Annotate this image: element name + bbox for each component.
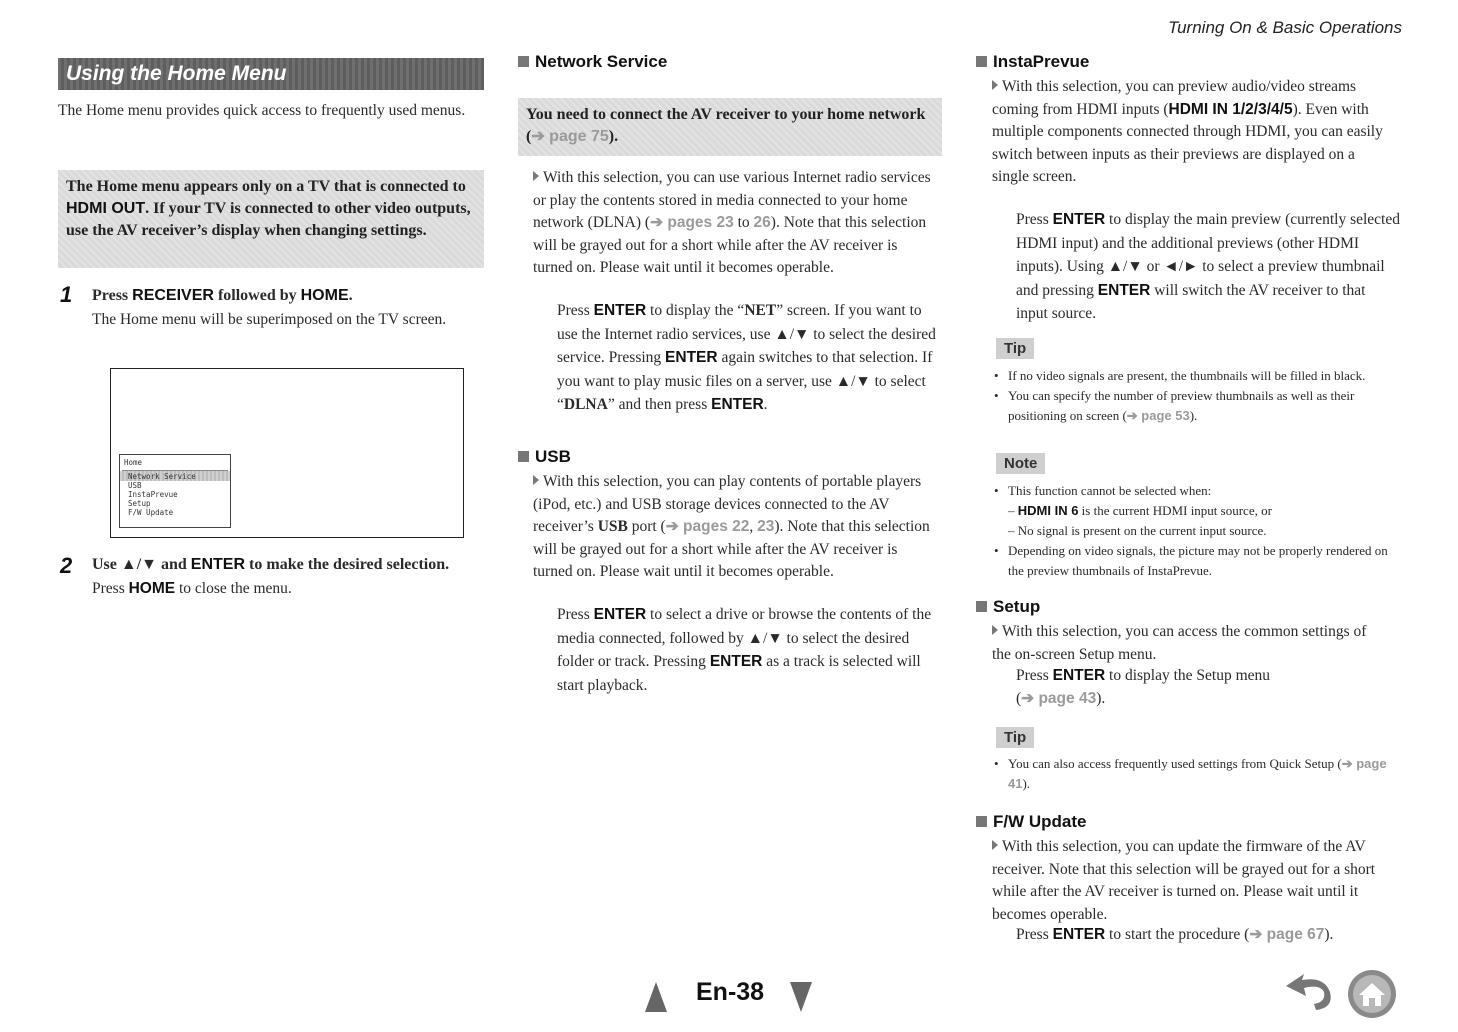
link-page-75[interactable]: ➔ page 75: [531, 128, 609, 145]
next-page-icon[interactable]: [790, 982, 812, 1012]
usb-paragraph-1: With this selection, you can play contents of portable players (iPod, etc.) and USB storage devices connected to the AV receiver’s USB port (➔ pages 22, 23). Note that this selection will be grayed out for a short while after the AV receiver is turned on. Please wait until it becomes operable.: [533, 473, 930, 580]
tip-item: • You can also access frequently used settings from Quick Setup (➔ page 41).: [994, 754, 1400, 794]
running-title: Turning On & Basic Operations: [1167, 18, 1402, 37]
note-subitem: – No signal is present on the current input source.: [1008, 523, 1267, 538]
arrow-bullet-icon: [533, 171, 539, 181]
network-note-box: You need to connect the AV receiver to your home network (➔ page 75).: [518, 98, 942, 156]
step-2-description: Press HOME to close the menu.: [92, 580, 292, 597]
osd-item-fw-update: F/W Update: [128, 508, 174, 517]
osd-item-setup: Setup: [128, 499, 151, 508]
tip-item: • You can specify the number of preview thumbnails as well as their positioning on screen (➔ page 53).: [994, 386, 1400, 426]
fw-update-heading: F/W Update: [976, 812, 1087, 832]
previous-page-icon[interactable]: [645, 982, 667, 1012]
setup-paragraph-1: With this selection, you can access the common settings of the on-screen Setup menu.: [992, 623, 1367, 663]
setup-paragraph-2: Press ENTER to display the Setup menu (➔ page 43).: [1016, 667, 1271, 707]
arrow-bullet-icon: [992, 80, 998, 90]
link-pages-22[interactable]: ➔ pages 22: [665, 518, 750, 535]
instaprevue-heading: InstaPrevue: [976, 52, 1089, 72]
hdmi-note-box: The Home menu appears only on a TV that is connected to HDMI OUT. If your TV is connected to other video outputs, use the AV receiver’s display when changing settings.: [58, 170, 484, 268]
home-menu-osd: [119, 454, 231, 528]
step-2-number: 2: [60, 553, 73, 578]
note-item: • Depending on video signals, the picture may not be properly rendered on the preview thumbnails of InstaPrevue.: [994, 541, 1400, 581]
page-title: Using the Home Menu: [58, 58, 484, 90]
step-2-instruction: Use ▲/▼ and ENTER to make the desired selection.: [92, 556, 450, 573]
arrow-bullet-icon: [533, 475, 539, 485]
tip-list: [994, 366, 1400, 426]
square-bullet-icon: [976, 816, 987, 827]
intro-text: The Home menu provides quick access to frequently used menus.: [58, 102, 466, 119]
square-bullet-icon: [976, 56, 987, 67]
note-item: • This function cannot be selected when:: [994, 481, 1400, 501]
tip-label: Tip: [996, 727, 1034, 748]
hdmi-out-label: HDMI OUT: [66, 200, 146, 217]
home-icon[interactable]: [1348, 970, 1396, 1018]
link-page-26[interactable]: 26: [753, 214, 771, 231]
note-label: Note: [996, 453, 1045, 474]
fw-paragraph-2: Press ENTER to start the procedure (➔ page 67).: [1016, 926, 1334, 943]
instaprevue-paragraph-2: Press ENTER to display the main preview (currently selected HDMI input) and the additional previews (other HDMI inputs). Using ▲/▼ or ◄/► to select a preview thumbnail and pressing ENTER will switch the AV receiver to that input source.: [1016, 211, 1400, 323]
instaprevue-paragraph-1: With this selection, you can preview audio/video streams coming from HDMI inputs (HDMI IN 1/2/3/4/5). Even with multiple components connected through HDMI, you can easily switch between inputs as their previews are displayed on a single screen.: [992, 78, 1383, 185]
footer-nav-icons: [1280, 966, 1410, 1026]
tip-item: • If no video signals are present, the thumbnails will be filled in black.: [994, 366, 1400, 386]
tv-screen-illustration: [110, 368, 464, 538]
square-bullet-icon: [518, 451, 529, 462]
osd-item-network-service: Network Service: [120, 471, 230, 481]
link-page-41[interactable]: ➔ page 41: [1008, 756, 1387, 791]
note-subitem: – HDMI IN 6 is the current HDMI input source, or: [1008, 503, 1272, 518]
osd-item-usb: USB: [128, 481, 142, 490]
step-1-number: 1: [60, 282, 73, 307]
setup-heading: Setup: [976, 597, 1040, 617]
link-page-43[interactable]: ➔ page 43: [1021, 689, 1097, 707]
square-bullet-icon: [518, 56, 529, 67]
fw-paragraph-1: With this selection, you can update the firmware of the AV receiver. Note that this selection will be grayed out for a short while after the AV receiver is turned on. Please wait until it becomes operable.: [992, 838, 1376, 923]
usb-paragraph-2: Press ENTER to select a drive or browse the contents of the media connected, followed by ▲/▼ to select the desired folder or track. Pressing ENTER as a track is selected will start playback.: [557, 606, 932, 694]
link-page-23[interactable]: 23: [757, 518, 775, 535]
back-icon[interactable]: [1286, 974, 1331, 1010]
link-page-53[interactable]: ➔ page 53: [1126, 408, 1190, 423]
network-paragraph-2: Press ENTER to display the “NET” screen. If you want to use the Internet radio services, use ▲/▼ to select the desired service. Pressing ENTER again switches to that selection. If you want to play music files on a server, use ▲/▼ to select “DLNA” and then press ENTER.: [557, 302, 936, 414]
setup-tip-list: [994, 754, 1400, 794]
arrow-bullet-icon: [992, 625, 998, 635]
osd-title: Home: [124, 458, 143, 467]
arrow-bullet-icon: [992, 840, 998, 850]
network-service-heading: Network Service: [518, 52, 667, 72]
network-paragraph-1: With this selection, you can use various Internet radio services or play the contents stored in media connected to your home network (DLNA) (➔ pages 23 to 26). Note that this selection will be grayed out for a short while after the AV receiver is turned on. Please wait until it becomes operable.: [533, 169, 931, 276]
step-1-instruction: Press RECEIVER followed by HOME.: [92, 287, 353, 304]
tip-label: Tip: [996, 338, 1034, 359]
square-bullet-icon: [976, 601, 987, 612]
osd-item-instaprevue: InstaPrevue: [128, 490, 178, 499]
step-1-description: The Home menu will be superimposed on the TV screen.: [92, 311, 447, 328]
link-page-67[interactable]: ➔ page 67: [1249, 926, 1325, 943]
note-list: [994, 481, 1400, 581]
page-number: En-38: [696, 978, 765, 1006]
link-pages-23[interactable]: ➔ pages 23: [650, 214, 734, 231]
usb-heading: USB: [518, 447, 571, 467]
